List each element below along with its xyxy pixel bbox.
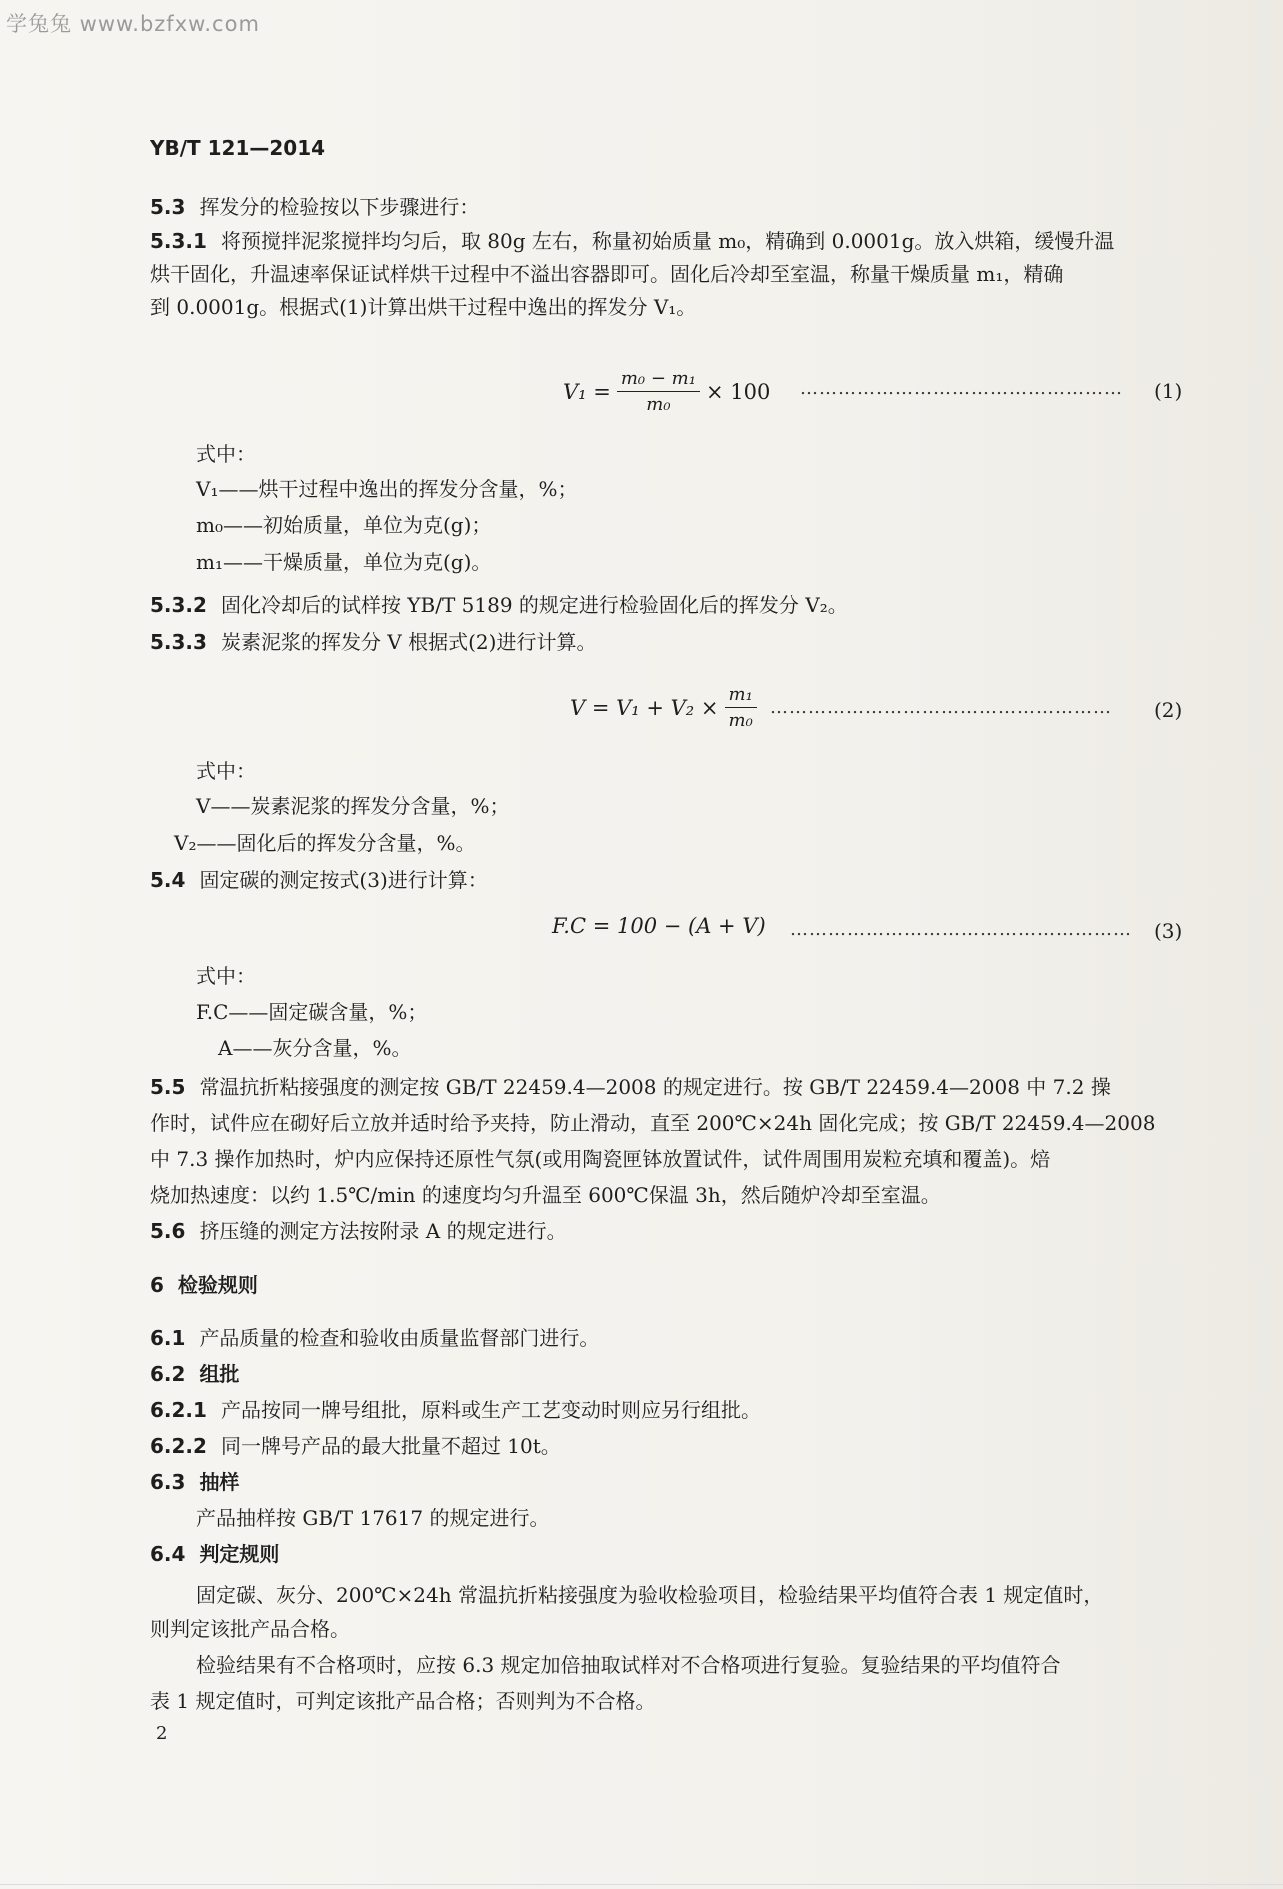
where-2-item: V——炭素泥浆的挥发分含量，%； xyxy=(196,794,510,818)
equation-2: V = V₁ + V₂ × $\frac{\text{m₁}}{\text{m₀}}$ xyxy=(570,684,763,731)
section-6-4-para-1-line-1: 固定碳、灰分、200℃×24h 常温抗折粘接强度为验收检验项目，检验结果平均值符合表 1 规定值时， xyxy=(196,1583,1104,1607)
equation-3-leader: ……………………………………………… xyxy=(790,919,1132,940)
where-3-item: F.C——固定碳含量，%； xyxy=(196,1000,428,1024)
equation-1-fraction: $\frac{\text{m₀ − m₁}}{\text{m₀}}$ xyxy=(617,368,700,415)
section-5-5-line-4: 烧加热速度：以约 1.5℃/min 的速度均匀升温至 600℃保温 3h，然后随炉冷却至室温。 xyxy=(150,1183,941,1207)
watermark: 学兔兔 www.bzfxw.com xyxy=(6,12,260,36)
where-3-item: A——灰分含量，%。 xyxy=(218,1036,412,1060)
section-6-4-para-2-line-1: 检验结果有不合格项时，应按 6.3 规定加倍抽取试样对不合格项进行复验。复验结果的平均值符合 xyxy=(196,1653,1061,1677)
equation-2-leader: ……………………………………………… xyxy=(770,697,1112,718)
standard-code: YB/T 121—2014 xyxy=(150,136,326,160)
equation-3-label: (3) xyxy=(1154,919,1183,943)
section-6-4-para-1-line-2: 则判定该批产品合格。 xyxy=(150,1617,350,1641)
section-6-4-para-2-line-2: 表 1 规定值时，可判定该批产品合格；否则判为不合格。 xyxy=(150,1689,656,1713)
where-1-title: 式中： xyxy=(196,442,256,466)
section-6-1: 6.1 产品质量的检查和验收由质量监督部门进行。 xyxy=(150,1326,600,1350)
chapter-6-heading: 6 检验规则 xyxy=(150,1273,258,1297)
where-2-item: V₂——固化后的挥发分含量，%。 xyxy=(174,831,476,855)
equation-3: F.C = 100 − (A + V) xyxy=(552,914,766,938)
where-1-item: m₀——初始质量，单位为克(g)； xyxy=(196,513,492,537)
bottom-divider xyxy=(0,1884,1283,1885)
section-5-6: 5.6 挤压缝的测定方法按附录 A 的规定进行。 xyxy=(150,1219,567,1243)
section-5-3: 5.3 挥发分的检验按以下步骤进行： xyxy=(150,195,480,219)
where-2-title: 式中： xyxy=(196,759,256,783)
equation-2-label: (2) xyxy=(1154,698,1183,722)
where-1-item: m₁——干燥质量，单位为克(g)。 xyxy=(196,550,492,574)
section-5-3-1-line-2: 烘干固化，升温速率保证试样烘干过程中不溢出容器即可。固化后冷却至室温，称量干燥质量 m₁，精确 xyxy=(150,262,1064,286)
where-3-title: 式中： xyxy=(196,964,256,988)
section-5-4: 5.4 固定碳的测定按式(3)进行计算： xyxy=(150,868,488,892)
section-5-5-line-2: 作时，试件应在砌好后立放并适时给予夹持，防止滑动，直至 200℃×24h 固化完成；按 GB/T 22459.4—2008 xyxy=(150,1111,1156,1135)
equation-1-leader: …………………………………………… xyxy=(800,378,1123,399)
section-6-2-2: 6.2.2 同一牌号产品的最大批量不超过 10t。 xyxy=(150,1434,561,1458)
equation-2-fraction: $\frac{\text{m₁}}{\text{m₀}}$ xyxy=(725,684,757,731)
equation-1-label: (1) xyxy=(1154,379,1183,403)
section-6-3-paragraph: 产品抽样按 GB/T 17617 的规定进行。 xyxy=(196,1506,550,1530)
where-1-item: V₁——烘干过程中逸出的挥发分含量，%； xyxy=(196,477,578,501)
section-5-5-line-3: 中 7.3 操作加热时，炉内应保持还原性气氛(或用陶瓷匣钵放置试件，试件周围用炭粒充填和覆盖)。焙 xyxy=(150,1147,1051,1171)
equation-1: V₁ = $\frac{\text{m₀ − m₁}}{\text{m₀}}$ × 100 xyxy=(563,368,771,415)
section-6-3-heading: 6.3 抽样 xyxy=(150,1470,240,1494)
section-5-3-3: 5.3.3 炭素泥浆的挥发分 V 根据式(2)进行计算。 xyxy=(150,630,597,654)
section-5-3-1-line-3: 到 0.0001g。根据式(1)计算出烘干过程中逸出的挥发分 V₁。 xyxy=(150,295,697,319)
section-6-2-1: 6.2.1 产品按同一牌号组批，原料或生产工艺变动时则应另行组批。 xyxy=(150,1398,761,1422)
section-5-3-2: 5.3.2 固化冷却后的试样按 YB/T 5189 的规定进行检验固化后的挥发分 V₂。 xyxy=(150,593,848,617)
section-5-5-line-1: 5.5 常温抗折粘接强度的测定按 GB/T 22459.4—2008 的规定进行。按 GB/T 22459.4—2008 中 7.2 操 xyxy=(150,1075,1111,1099)
page-number: 2 xyxy=(156,1723,168,1744)
section-6-2-heading: 6.2 组批 xyxy=(150,1362,240,1386)
section-5-3-1-line-1: 5.3.1 将预搅拌泥浆搅拌均匀后，取 80g 左右，称量初始质量 m₀，精确到 0.0001g。放入烘箱，缓慢升温 xyxy=(150,229,1115,253)
section-6-4-heading: 6.4 判定规则 xyxy=(150,1542,280,1566)
